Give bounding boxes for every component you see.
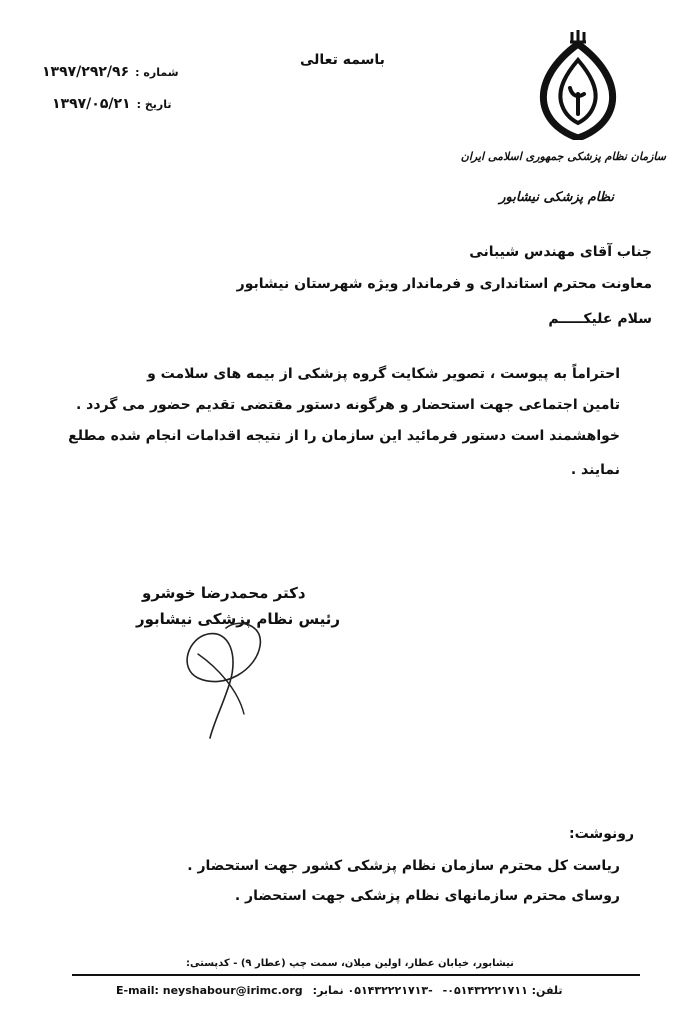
body-line: احتراماً به پیوست ، تصویر شکایت گروه پزشکی از بیمه های سلامت و (147, 366, 620, 382)
recipient-name: جناب آقای مهندس شیبانی (469, 244, 652, 260)
handwritten-signature-icon (168, 598, 288, 748)
cc-item: ریاست کل محترم سازمان نظام پزشکی کشور جهت استحضار . (187, 858, 620, 874)
footer-email: E-mail: neyshabour@irimc.org (116, 984, 303, 997)
footer-contact (116, 984, 563, 997)
letter-number-label: شماره : (135, 66, 179, 79)
body-line: نمایند . (570, 462, 620, 478)
letter-date-row (52, 96, 171, 112)
organization-emblem-icon (528, 30, 628, 140)
signer-title: رئیس نظام پزشکی نیشابور (136, 610, 341, 628)
footer-phone: تلفن: ۰۵۱۴۳۲۲۲۱۷۱۱- (442, 984, 563, 997)
signer-name: دکتر محمدرضا خوشرو (142, 584, 306, 602)
footer-address: نیشابور، خیابان عطار، اولین میلان، سمت چپ (عطار ۹) - کدپستی: (186, 958, 514, 969)
footer-divider (72, 974, 640, 976)
invocation-heading: باسمه تعالی (300, 52, 385, 68)
organization-name: سازمان نظام پزشکی جمهوری اسلامی ایران (460, 150, 666, 163)
cc-title: رونوشت: (569, 826, 634, 842)
recipient-position: معاونت محترم استانداری و فرماندار ویژه شهرستان نیشابور (236, 276, 652, 292)
letter-date-value: ۱۳۹۷/۰۵/۲۱ (52, 96, 131, 112)
body-line: خواهشمند است دستور فرمائید این سازمان را از نتیجه اقدامات انجام شده مطلع (68, 428, 620, 444)
footer-fax: -۰۵۱۴۳۲۲۲۱۷۱۳ نمابر: (312, 984, 433, 997)
letter-number-row (42, 64, 179, 80)
cc-item: روسای محترم سازمانهای نظام پزشکی جهت استحضار . (234, 888, 620, 904)
letter-date-label: تاریخ : (136, 98, 172, 111)
letter-number-value: ۱۳۹۷/۲۹۲/۹۶ (42, 64, 130, 80)
greeting: سلام علیکـــــم (548, 311, 652, 327)
branch-name: نظام پزشکی نیشابور (499, 190, 614, 205)
body-line: تامین اجتماعی جهت استحضار و هرگونه دستور مقتضی تقدیم حضور می گردد . (75, 397, 620, 413)
